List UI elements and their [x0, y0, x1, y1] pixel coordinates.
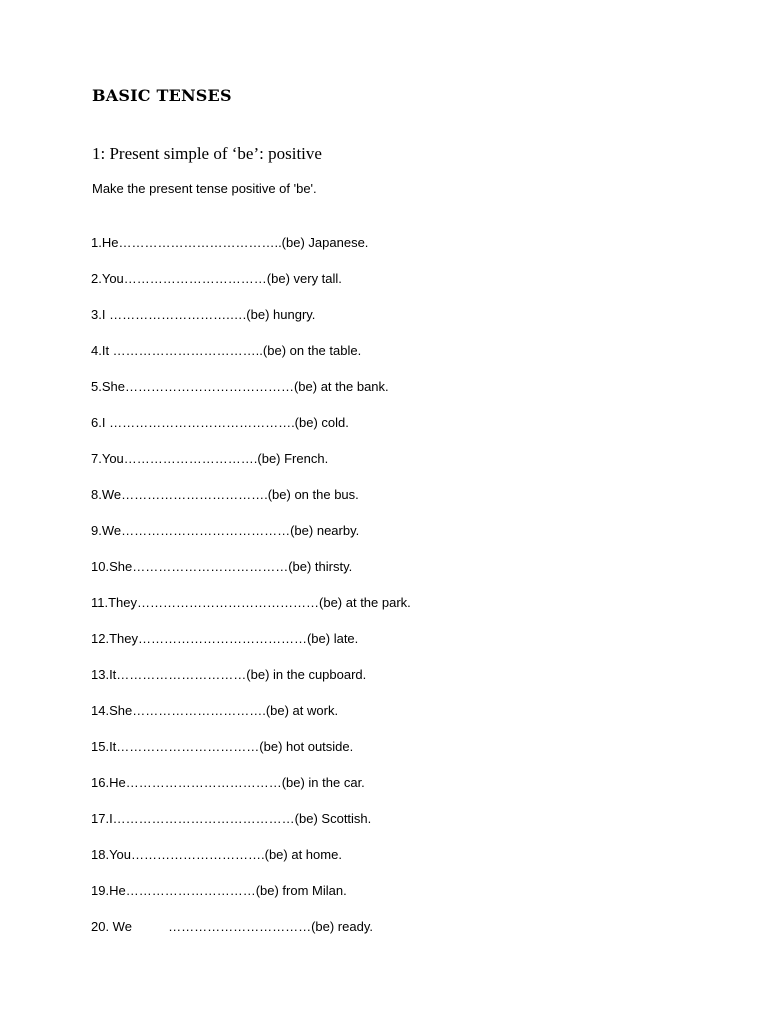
exercise-item-2: 2.You……………………………(be) very tall. — [91, 271, 342, 286]
exercise-item-20: 20. We ……………………………(be) ready. — [91, 919, 373, 934]
exercise-item-8: 8.We…………………………….(be) on the bus. — [91, 487, 359, 502]
exercise-item-17: 17.I……………………………………(be) Scottish. — [91, 811, 372, 826]
exercise-item-13: 13.It…………………………(be) in the cupboard. — [91, 667, 367, 682]
exercise-item-7: 7.You………………………….(be) French. — [91, 451, 329, 466]
exercise-item-11: 11.They……………………………………(be) at the park. — [91, 595, 411, 610]
exercise-item-5: 5.She…………………………………(be) at the bank. — [91, 379, 389, 394]
exercise-item-16: 16.He………………………………(be) in the car. — [91, 775, 365, 790]
exercise-item-1: 1.He………………………………..(be) Japanese. — [91, 235, 369, 250]
exercise-item-3: 3.I ……………………….….(be) hungry. — [91, 307, 316, 322]
exercise-item-15: 15.It……………………………(be) hot outside. — [91, 739, 354, 754]
section-heading: 1: Present simple of ‘be’: positive — [92, 144, 322, 163]
exercise-item-10: 10.She………………………………(be) thirsty. — [91, 559, 353, 574]
exercise-list — [91, 235, 691, 955]
instructions-text: Make the present tense positive of 'be'. — [92, 181, 317, 196]
exercise-item-6: 6.I …………………………………….(be) cold. — [91, 415, 349, 430]
exercise-item-4: 4.It ……………………………..(be) on the table. — [91, 343, 362, 358]
exercise-item-12: 12.They…………………………………(be) late. — [91, 631, 359, 646]
exercise-item-9: 9.We…………………………………(be) nearby. — [91, 523, 360, 538]
exercise-item-18: 18.You………………………….(be) at home. — [91, 847, 342, 862]
exercise-item-14: 14.She………………………….(be) at work. — [91, 703, 339, 718]
document-title: BASIC TENSES — [92, 86, 232, 105]
exercise-item-19: 19.He…………………………(be) from Milan. — [91, 883, 347, 898]
